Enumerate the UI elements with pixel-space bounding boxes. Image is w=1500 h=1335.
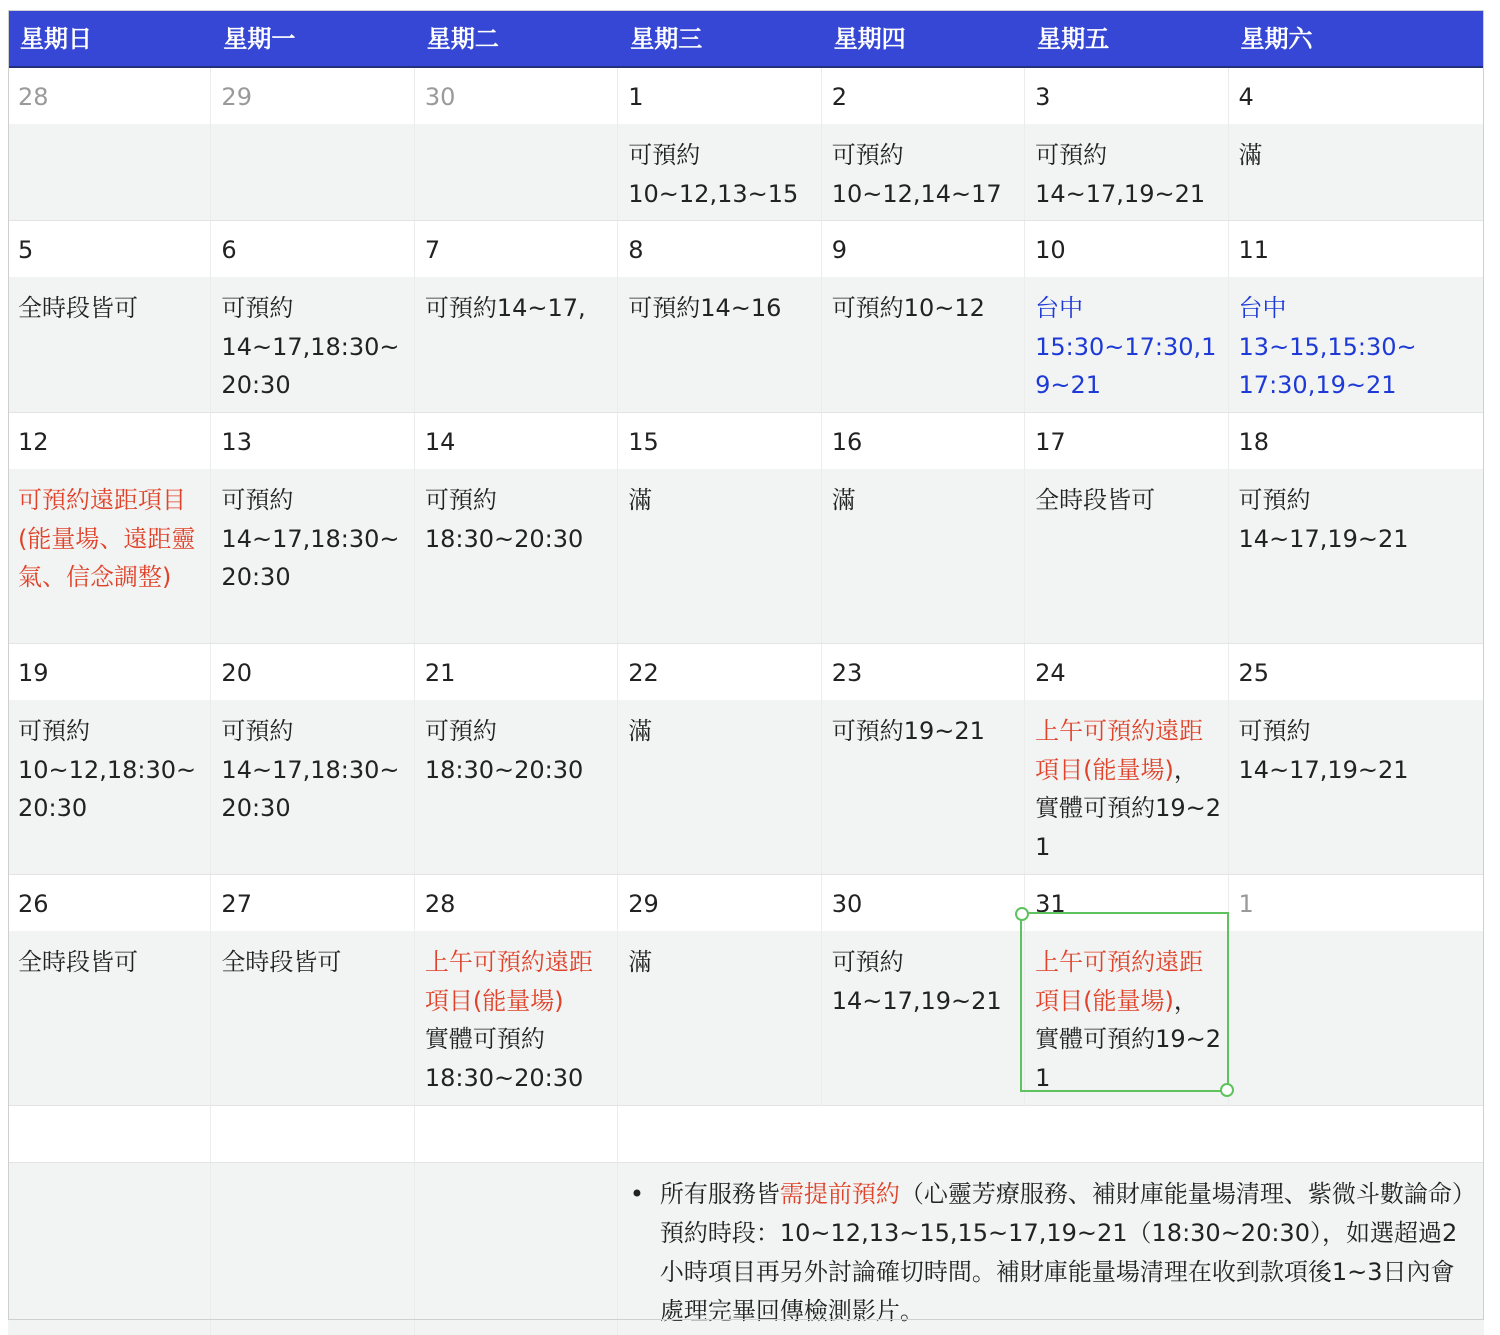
week-2 xyxy=(8,221,1484,413)
availability-cell[interactable] xyxy=(822,700,1025,874)
day-number[interactable]: 3 xyxy=(1025,68,1228,124)
week-4 xyxy=(8,644,1484,875)
blank-cell[interactable] xyxy=(8,1163,211,1335)
booking-note xyxy=(630,1175,1466,1331)
blank-cell[interactable] xyxy=(415,1163,618,1335)
availability-cell[interactable] xyxy=(211,469,414,643)
availability-cell[interactable] xyxy=(822,469,1025,643)
availability-cell[interactable] xyxy=(618,124,821,220)
availability-cell[interactable] xyxy=(822,277,1025,412)
day-number[interactable]: 18 xyxy=(1238,428,1270,456)
week-5 xyxy=(8,875,1484,1106)
availability-cell[interactable] xyxy=(8,469,211,643)
date-row xyxy=(8,413,1484,469)
date-row xyxy=(8,221,1484,277)
availability-text: 實體可預約 18:30~20:30 xyxy=(424,1025,584,1093)
availability-text: 可預約 14~17,18:30~20:30 xyxy=(221,717,400,823)
day-number[interactable]: 8 xyxy=(618,221,821,277)
availability-text: 滿 xyxy=(628,948,653,976)
availability-text: 上午可預約遠距項目(能量場) xyxy=(1035,948,1204,1015)
date-row xyxy=(8,875,1484,931)
day-number[interactable]: 25 xyxy=(1238,659,1270,687)
availability-text: 上午可預約遠距項目(能量場) xyxy=(424,948,593,1015)
day-number[interactable]: 19 xyxy=(8,644,211,700)
weekday-header xyxy=(8,10,1484,68)
weekday-sat: 星期六 xyxy=(1240,25,1313,53)
availability-text: 全時段皆可 xyxy=(221,948,342,976)
blank-cell[interactable] xyxy=(618,1106,1484,1162)
availability-cell[interactable] xyxy=(415,700,618,874)
day-number[interactable]: 5 xyxy=(8,221,211,277)
availability-cell[interactable] xyxy=(1025,277,1228,412)
availability-cell[interactable] xyxy=(1025,124,1228,220)
cell-selection[interactable] xyxy=(1020,912,1229,1092)
availability-text: 可預約 18:30~20:30 xyxy=(424,717,584,784)
day-number[interactable]: 1 xyxy=(1238,890,1254,918)
availability-cell[interactable] xyxy=(1229,469,1432,643)
day-number[interactable]: 27 xyxy=(211,875,414,931)
day-number[interactable]: 6 xyxy=(211,221,414,277)
day-number[interactable]: 15 xyxy=(618,413,821,469)
note-highlight: 需提前預約 xyxy=(779,1180,900,1208)
availability-cell[interactable] xyxy=(1229,277,1432,412)
availability-cell[interactable] xyxy=(8,931,211,1105)
availability-cell[interactable] xyxy=(1229,700,1432,874)
availability-cell[interactable] xyxy=(8,277,211,412)
blank-row xyxy=(8,1106,1484,1163)
week-3 xyxy=(8,413,1484,644)
bullet-icon: • xyxy=(629,1180,645,1208)
availability-cell[interactable] xyxy=(618,469,821,643)
selection-handle-top-left[interactable] xyxy=(1015,907,1029,921)
availability-cell[interactable] xyxy=(822,124,1025,220)
availability-cell[interactable] xyxy=(211,700,414,874)
weekday-tue: 星期二 xyxy=(426,25,499,53)
day-number[interactable]: 26 xyxy=(8,875,211,931)
weekday-mon: 星期一 xyxy=(223,25,296,53)
availability-text: 台中 13~15,15:30~17:30,19~21 xyxy=(1238,294,1417,400)
availability-text: 可預約10~12 xyxy=(831,294,985,322)
availability-cell[interactable] xyxy=(1229,931,1432,1105)
availability-cell[interactable] xyxy=(211,931,414,1105)
availability-row xyxy=(8,124,1484,220)
availability-text: 可預約 14~17,19~21 xyxy=(1238,486,1409,553)
day-number[interactable]: 22 xyxy=(618,644,821,700)
day-number[interactable]: 24 xyxy=(1025,644,1228,700)
availability-text: 上午可預約遠距項目(能量場) xyxy=(1035,717,1204,784)
day-number[interactable]: 30 xyxy=(415,68,618,124)
day-number[interactable]: 28 xyxy=(8,68,211,124)
blank-cell[interactable] xyxy=(211,1163,414,1335)
day-number[interactable]: 14 xyxy=(415,413,618,469)
availability-row xyxy=(8,277,1484,412)
day-number[interactable]: 30 xyxy=(822,875,1025,931)
notes-row xyxy=(8,1163,1484,1335)
day-number[interactable]: 13 xyxy=(211,413,414,469)
availability-cell[interactable] xyxy=(618,931,821,1105)
weekday-fri: 星期五 xyxy=(1037,25,1110,53)
day-number[interactable]: 29 xyxy=(211,68,414,124)
blank-cell[interactable] xyxy=(415,1106,618,1162)
availability-cell[interactable] xyxy=(1025,469,1228,643)
day-number[interactable]: 11 xyxy=(1238,236,1270,264)
availability-text: 可預約14~16 xyxy=(628,294,782,322)
day-number[interactable]: 10 xyxy=(1025,221,1228,277)
blank-cell[interactable] xyxy=(211,1106,414,1162)
availability-cell[interactable] xyxy=(822,931,1025,1105)
weekday-thu: 星期四 xyxy=(833,25,906,53)
day-number[interactable]: 23 xyxy=(822,644,1025,700)
weekday-wed: 星期三 xyxy=(630,25,703,53)
week-1 xyxy=(8,68,1484,221)
availability-cell[interactable] xyxy=(618,700,821,874)
day-number[interactable]: 9 xyxy=(822,221,1025,277)
note-rest: （心靈芳療服務、補財庫能量場清理、紫微斗數論命）預約時段：10~12,13~15,15~17,19~21（18:30~20:30），如選超過2小時項目再另外討論確切時間。補財庫能量場清理在收到款項後1~3日內會處理完畢回傳檢測影片。 xyxy=(659,1180,1464,1325)
note-prefix: 所有服務皆 xyxy=(659,1180,780,1208)
day-number[interactable]: 16 xyxy=(822,413,1025,469)
day-number[interactable]: 12 xyxy=(8,413,211,469)
blank-cell[interactable] xyxy=(8,1106,211,1162)
availability-text: 可預約 18:30~20:30 xyxy=(424,486,584,553)
availability-cell[interactable] xyxy=(211,277,414,412)
availability-text: 可預約 14~17,19~21 xyxy=(831,948,1002,1015)
day-number[interactable]: 2 xyxy=(822,68,1025,124)
day-number[interactable]: 7 xyxy=(415,221,618,277)
day-number[interactable]: 31 xyxy=(1025,875,1228,931)
availability-text: 可預約19~21 xyxy=(831,717,985,745)
calendar-weeks xyxy=(8,68,1484,1106)
day-number[interactable]: 17 xyxy=(1025,413,1228,469)
day-number[interactable]: 29 xyxy=(618,875,821,931)
availability-text: 可預約 10~12,13~15 xyxy=(628,141,799,208)
weekday-sun: 星期日 xyxy=(20,25,92,53)
availability-text: 滿 xyxy=(1238,141,1263,169)
availability-cell[interactable] xyxy=(415,931,618,1105)
availability-cell[interactable] xyxy=(415,277,618,412)
day-number[interactable]: 21 xyxy=(415,644,618,700)
availability-row xyxy=(8,931,1484,1105)
availability-text: 可預約 14~17,18:30~20:30 xyxy=(221,486,400,592)
availability-text: 可預約14~17, xyxy=(424,294,586,322)
day-number[interactable]: 20 xyxy=(211,644,414,700)
availability-cell[interactable] xyxy=(1025,700,1228,874)
availability-text: ，實體可預約19~21 xyxy=(1035,986,1222,1093)
availability-cell[interactable] xyxy=(8,700,211,874)
day-number[interactable]: 28 xyxy=(415,875,618,931)
availability-cell[interactable] xyxy=(1229,124,1432,220)
availability-text: 可預約 14~17,19~21 xyxy=(1035,141,1206,208)
availability-cell[interactable] xyxy=(415,124,618,220)
availability-text: 全時段皆可 xyxy=(18,948,138,976)
day-number[interactable]: 4 xyxy=(1238,83,1254,111)
availability-text: 可預約 10~12,14~17 xyxy=(831,141,1002,208)
availability-cell[interactable] xyxy=(618,277,821,412)
availability-cell[interactable] xyxy=(415,469,618,643)
selection-handle-bottom-right[interactable] xyxy=(1220,1083,1234,1097)
availability-text: 滿 xyxy=(628,486,653,514)
availability-text: 可預約遠距項目(能量場、遠距靈氣、信念調整) xyxy=(18,486,196,592)
day-number[interactable]: 1 xyxy=(618,68,821,124)
availability-text: ，實體可預約19~21 xyxy=(1035,755,1222,862)
availability-cell[interactable] xyxy=(8,124,211,220)
availability-row xyxy=(8,700,1484,874)
availability-text: 滿 xyxy=(831,486,856,514)
availability-cell[interactable] xyxy=(211,124,414,220)
availability-text: 台中 15:30~17:30,19~21 xyxy=(1035,294,1217,400)
calendar xyxy=(8,10,1484,1335)
date-row xyxy=(8,68,1484,124)
notes-cell[interactable] xyxy=(618,1163,1484,1335)
date-row xyxy=(8,644,1484,700)
availability-text: 全時段皆可 xyxy=(18,294,138,322)
availability-text: 可預約 14~17,18:30~20:30 xyxy=(221,294,400,400)
availability-row xyxy=(8,469,1484,643)
availability-text: 可預約 14~17,19~21 xyxy=(1238,717,1409,784)
availability-text: 可預約 10~12,18:30~20:30 xyxy=(18,717,197,823)
availability-text: 滿 xyxy=(628,717,653,745)
availability-text: 全時段皆可 xyxy=(1035,486,1156,514)
